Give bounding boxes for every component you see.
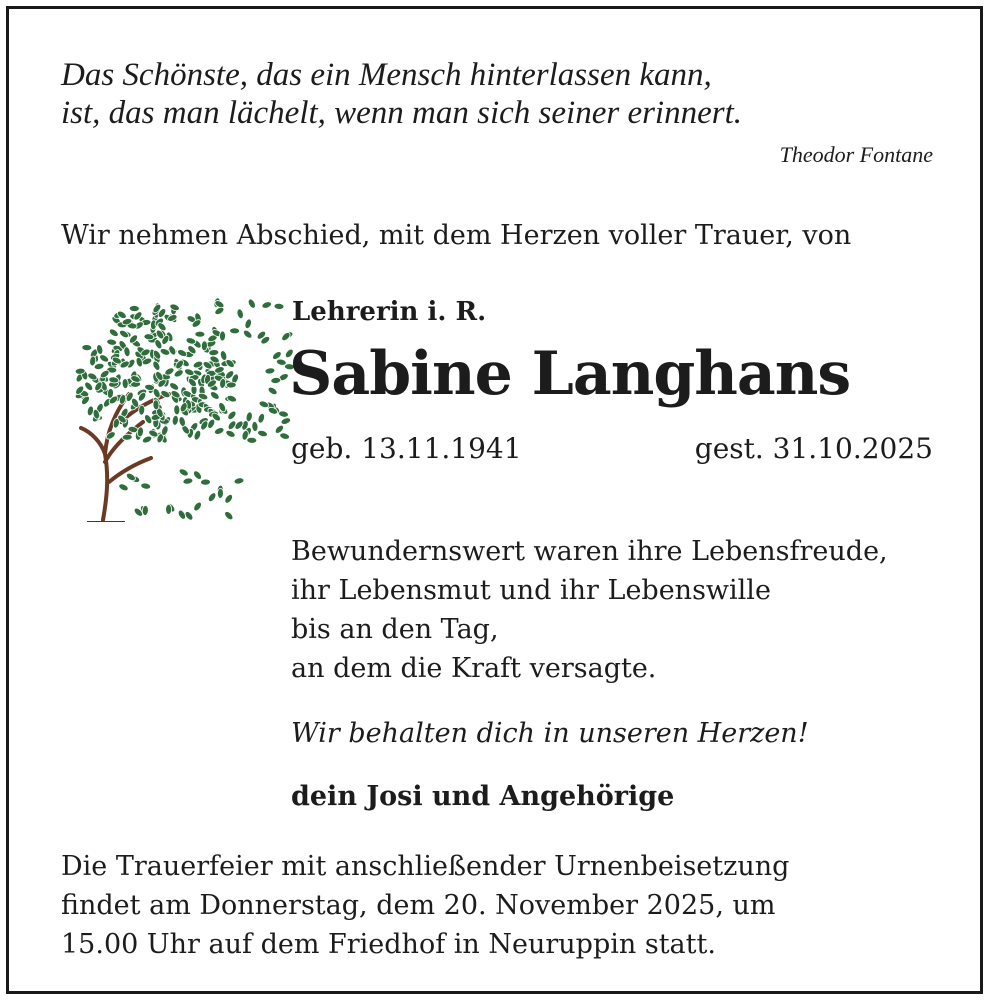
birth-date: geb. 13.11.1941	[291, 432, 522, 465]
tree-icon	[51, 282, 297, 522]
funeral-line: findet am Donnerstag, dem 20. November 2025, um	[61, 890, 776, 921]
poem	[291, 532, 888, 688]
deceased-name: Sabine Langhans	[289, 339, 851, 409]
poem-line: ihr Lebensmut und ihr Lebenswille	[291, 575, 771, 606]
poem-line: Bewundernswert waren ihre Lebensfreude,	[291, 536, 888, 567]
signed-by: dein Josi und Angehörige	[291, 781, 675, 812]
closing-line: Wir behalten dich in unseren Herzen!	[291, 718, 809, 749]
funeral-line: Die Trauerfeier mit anschließender Urnenbeisetzung	[61, 851, 790, 882]
intro-text: Wir nehmen Abschied, mit dem Herzen voller Trauer, von	[61, 220, 852, 251]
funeral-info	[61, 847, 789, 964]
obituary-notice	[6, 6, 983, 994]
death-date: gest. 31.10.2025	[694, 432, 933, 465]
quote-line: ist, das man lächelt, wenn man sich seiner erinnert.	[61, 95, 743, 131]
quote-author: Theodor Fontane	[779, 142, 933, 167]
poem-line: bis an den Tag,	[291, 614, 499, 645]
quote-line: Das Schönste, das ein Mensch hinterlassen kann,	[61, 57, 712, 93]
poem-line: an dem die Kraft versagte.	[291, 653, 657, 684]
quote	[61, 56, 921, 132]
funeral-line: 15.00 Uhr auf dem Friedhof in Neuruppin statt.	[61, 929, 716, 960]
deceased-title: Lehrerin i. R.	[292, 297, 487, 327]
